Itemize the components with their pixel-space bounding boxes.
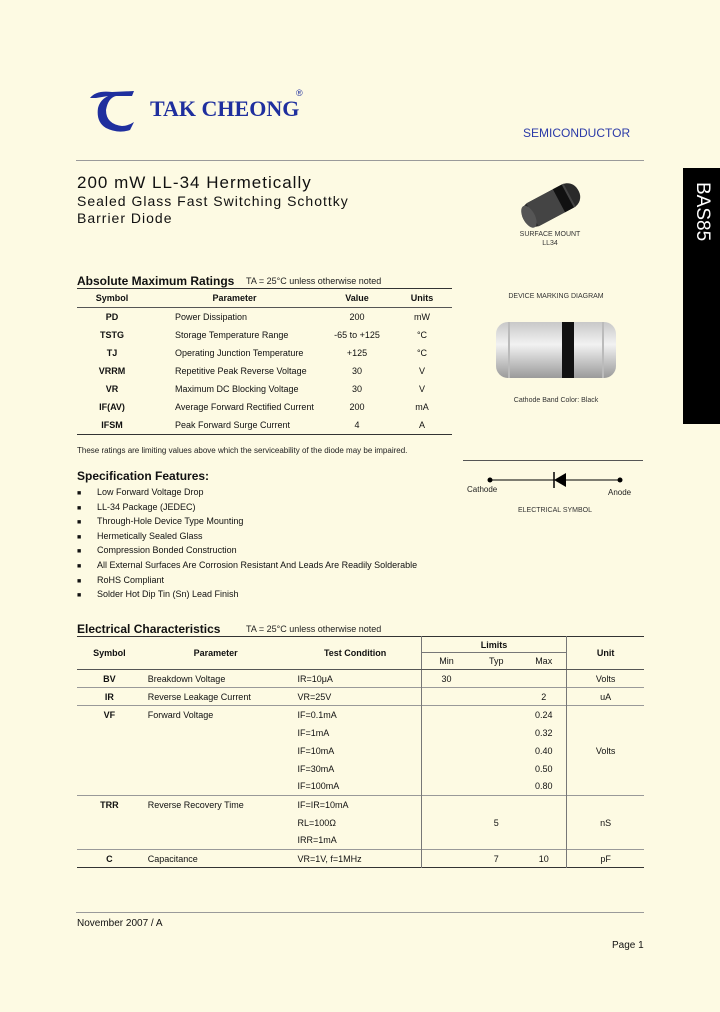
parameter-cell: Forward Voltage	[147, 709, 214, 720]
symbol-cell: VRRM	[98, 366, 126, 376]
max-cell: 0.80	[521, 778, 566, 796]
min-cell	[421, 850, 471, 868]
header-rule	[76, 160, 644, 161]
value-cell: 30	[351, 366, 362, 376]
test-condition-cell: VR=25V	[297, 691, 332, 702]
table-row	[77, 326, 452, 344]
parameter-cell: Repetitive Peak Reverse Voltage	[175, 366, 307, 376]
test-condition-cell: IF=IR=10mA	[297, 799, 349, 810]
test-condition-cell: IR=10μA	[297, 673, 333, 684]
max-cell: 2	[521, 688, 566, 706]
col-header: Parameter	[142, 637, 290, 670]
symbol-cell	[77, 778, 142, 796]
brand-name: TAK CHEONG	[150, 96, 300, 121]
parameter-cell	[142, 760, 290, 778]
unit-cell	[567, 724, 644, 742]
feature-text: RoHS Compliant	[97, 574, 165, 585]
cathode-label: Cathode	[467, 485, 498, 494]
min-cell	[421, 832, 471, 850]
min-cell	[421, 706, 471, 724]
parameter-cell	[142, 724, 290, 742]
cathode-band-caption: Cathode Band Color: Black	[513, 397, 599, 404]
anode-label: Anode	[608, 488, 632, 497]
max-cell: 0.24	[521, 706, 566, 724]
max-cell: 0.40	[521, 742, 566, 760]
test-condition-cell: IF=10mA	[297, 745, 335, 756]
elec-condition: TA = 25°C unless otherwise noted	[246, 624, 382, 634]
max-cell	[521, 814, 566, 832]
typ-cell	[471, 688, 521, 706]
typ-cell: 5	[493, 817, 499, 828]
unit-cell: mW	[414, 312, 430, 322]
list-item	[77, 531, 417, 546]
unit-cell: Volts	[595, 745, 616, 756]
unit-cell: Volts	[595, 673, 616, 684]
max-cell	[521, 796, 566, 814]
parameter-cell	[142, 814, 290, 832]
col-header: Test Condition	[289, 637, 421, 670]
col-header: Max	[521, 653, 566, 670]
table-row	[77, 362, 452, 380]
max-cell	[521, 832, 566, 850]
symbol-cell: TRR	[100, 799, 119, 810]
test-condition-cell: IRR=1mA	[297, 835, 337, 846]
feature-text: Solder Hot Dip Tin (Sn) Lead Finish	[97, 589, 239, 600]
value-cell: -65 to +125	[334, 330, 380, 340]
marking-diagram-title: DEVICE MARKING DIAGRAM	[508, 293, 604, 300]
max-cell: 0.50	[521, 760, 566, 778]
col-header: Value	[322, 289, 392, 308]
test-condition-cell: IF=100mA	[297, 781, 340, 792]
table-row	[77, 724, 644, 742]
symbol-cell	[77, 724, 142, 742]
value-cell: 200	[349, 312, 365, 322]
feature-text: LL-34 Package (JEDEC)	[97, 501, 196, 512]
marking-diagram-icon	[494, 318, 620, 382]
test-condition-cell: RL=100Ω	[297, 817, 336, 828]
col-header: Units	[392, 289, 452, 308]
symbol-cell: VR	[105, 384, 119, 394]
unit-cell	[567, 796, 644, 814]
unit-cell: V	[418, 384, 425, 394]
max-cell: 0.32	[521, 724, 566, 742]
min-cell	[421, 814, 471, 832]
list-item	[77, 545, 417, 560]
symbol-cell	[77, 742, 142, 760]
parameter-cell	[142, 778, 290, 796]
min-cell	[421, 778, 471, 796]
col-header: Unit	[567, 637, 644, 670]
part-number: BAS85	[692, 182, 713, 242]
test-condition-cell: IF=30mA	[297, 763, 335, 774]
symbol-cell: IFSM	[77, 416, 147, 435]
bullet-icon: ■	[77, 548, 82, 556]
parameter-cell: Reverse Leakage Current	[147, 691, 251, 702]
min-cell: 30	[421, 670, 471, 688]
table-row	[77, 778, 644, 796]
min-cell	[421, 724, 471, 742]
electrical-symbol-caption: ELECTRICAL SYMBOL	[517, 507, 593, 514]
table-row	[77, 814, 644, 832]
col-header: Min	[421, 653, 471, 670]
registered-mark: ®	[296, 88, 303, 98]
title-line-2: Sealed Glass Fast Switching Schottky	[77, 193, 349, 209]
footer-date: November 2007 / A	[77, 918, 163, 929]
table-row	[77, 380, 452, 398]
table-row	[77, 760, 644, 778]
unit-cell: °C	[416, 348, 428, 358]
package-label-1: SURFACE MOUNT	[519, 231, 581, 238]
symbol-cell: IR	[104, 691, 114, 702]
parameter-cell: Power Dissipation	[175, 312, 248, 322]
footer-page: Page 1	[612, 940, 644, 951]
symbol-cell	[77, 832, 142, 850]
symbol-cell: IF(AV)	[99, 402, 125, 412]
bullet-icon: ■	[77, 592, 82, 600]
list-item	[77, 502, 417, 517]
value-cell: 30	[351, 384, 362, 394]
list-item	[77, 487, 417, 502]
col-header: Symbol	[77, 637, 142, 670]
abs-max-condition: TA = 25°C unless otherwise noted	[246, 276, 382, 286]
symbol-cell: TJ	[106, 348, 118, 358]
symbol-cell	[77, 760, 142, 778]
parameter-cell: Reverse Recovery Time	[147, 799, 244, 810]
unit-cell	[567, 760, 644, 778]
col-header: Parameter	[147, 289, 322, 308]
table-header-row	[77, 289, 452, 308]
list-item	[77, 575, 417, 590]
typ-cell	[471, 832, 521, 850]
symbol-cell: C	[106, 853, 113, 864]
feature-text: All External Surfaces Are Corrosion Resistant And Leads Are Readily Solderable	[97, 559, 418, 570]
parameter-cell: Maximum DC Blocking Voltage	[175, 384, 299, 394]
bullet-icon: ■	[77, 504, 82, 512]
typ-cell	[471, 670, 521, 688]
symbol-cell: BV	[103, 673, 116, 684]
unit-cell	[567, 832, 644, 850]
part-number-sidebar	[683, 168, 720, 424]
parameter-cell: Average Forward Rectified Current	[175, 402, 314, 412]
bullet-icon: ■	[77, 562, 82, 570]
list-item	[77, 560, 417, 575]
table-row	[77, 308, 452, 327]
feature-text: Through-Hole Device Type Mounting	[97, 516, 244, 527]
parameter-cell: Capacitance	[147, 853, 198, 864]
tak-cheong-logo-icon	[88, 88, 136, 132]
package-label-2: LL34	[542, 240, 558, 247]
ll34-package-icon	[506, 170, 596, 240]
title-line-3: Barrier Diode	[77, 210, 173, 226]
min-cell	[421, 796, 471, 814]
table-row	[77, 706, 644, 724]
unit-cell	[567, 706, 644, 724]
parameter-cell: Operating Junction Temperature	[175, 348, 304, 358]
min-cell	[421, 760, 471, 778]
test-condition-cell: IF=1mA	[297, 727, 330, 738]
min-cell	[421, 742, 471, 760]
table-row	[77, 688, 644, 706]
elec-heading: Electrical Characteristics	[77, 622, 221, 636]
table-row	[77, 344, 452, 362]
test-condition-cell: VR=1V, f=1MHz	[297, 853, 362, 864]
bullet-icon: ■	[77, 577, 82, 585]
table-row	[77, 742, 644, 760]
min-cell	[421, 688, 471, 706]
parameter-cell: Storage Temperature Range	[175, 330, 289, 340]
value-cell: 200	[349, 402, 365, 412]
table-row	[77, 796, 644, 814]
typ-cell	[471, 706, 521, 724]
feature-text: Compression Bonded Construction	[97, 545, 237, 556]
title-line-1: 200 mW LL-34 Hermetically	[77, 173, 312, 192]
features-heading: Specification Features:	[77, 469, 210, 483]
symbol-cell: TSTG	[100, 330, 124, 340]
col-header: Typ	[471, 653, 521, 670]
symbol-top-rule	[463, 460, 643, 461]
unit-cell	[567, 778, 644, 796]
parameter-cell	[142, 742, 290, 760]
unit-cell: pF	[600, 853, 611, 864]
parameter-cell: Peak Forward Surge Current	[147, 416, 322, 435]
features-list	[77, 487, 417, 604]
table-row	[77, 670, 644, 688]
footer-rule	[76, 912, 644, 913]
feature-text: Hermetically Sealed Glass	[97, 530, 203, 541]
unit-cell: uA	[600, 691, 612, 702]
max-cell	[521, 670, 566, 688]
typ-cell	[471, 742, 521, 760]
test-condition-cell: IF=0.1mA	[297, 709, 337, 720]
bullet-icon: ■	[77, 533, 82, 541]
symbol-cell: VF	[103, 709, 116, 720]
table-row	[77, 398, 452, 416]
symbol-cell	[77, 814, 142, 832]
col-header: Limits	[421, 637, 566, 653]
typ-cell	[471, 778, 521, 796]
typ-cell	[471, 760, 521, 778]
semiconductor-tagline: SEMICONDUCTOR	[523, 126, 631, 140]
value-cell: +125	[346, 348, 368, 358]
list-item	[77, 516, 417, 531]
abs-max-table	[77, 288, 452, 435]
typ-cell: 7	[493, 853, 499, 864]
feature-text: Low Forward Voltage Drop	[97, 487, 204, 497]
elec-char-table	[77, 636, 644, 868]
unit-cell: V	[418, 366, 425, 376]
unit-cell: mA	[415, 402, 429, 412]
table-row	[77, 850, 644, 868]
unit-cell: °C	[416, 330, 428, 340]
abs-max-heading: Absolute Maximum Ratings	[77, 274, 235, 288]
diode-symbol-icon	[480, 470, 630, 490]
typ-cell	[471, 724, 521, 742]
abs-max-footnote: These ratings are limiting values above which the serviceability of the diode may be impaired.	[77, 446, 408, 455]
unit-cell: A	[392, 416, 452, 435]
typ-cell	[471, 796, 521, 814]
bullet-icon: ■	[77, 490, 82, 497]
max-cell: 10	[521, 850, 566, 868]
symbol-cell: PD	[105, 312, 119, 322]
parameter-cell	[142, 832, 290, 850]
bullet-icon: ■	[77, 519, 82, 527]
col-header: Symbol	[77, 289, 147, 308]
unit-cell: nS	[600, 817, 612, 828]
table-row	[77, 416, 452, 435]
parameter-cell: Breakdown Voltage	[147, 673, 226, 684]
table-row	[77, 832, 644, 850]
list-item	[77, 589, 417, 604]
value-cell: 4	[322, 416, 392, 435]
